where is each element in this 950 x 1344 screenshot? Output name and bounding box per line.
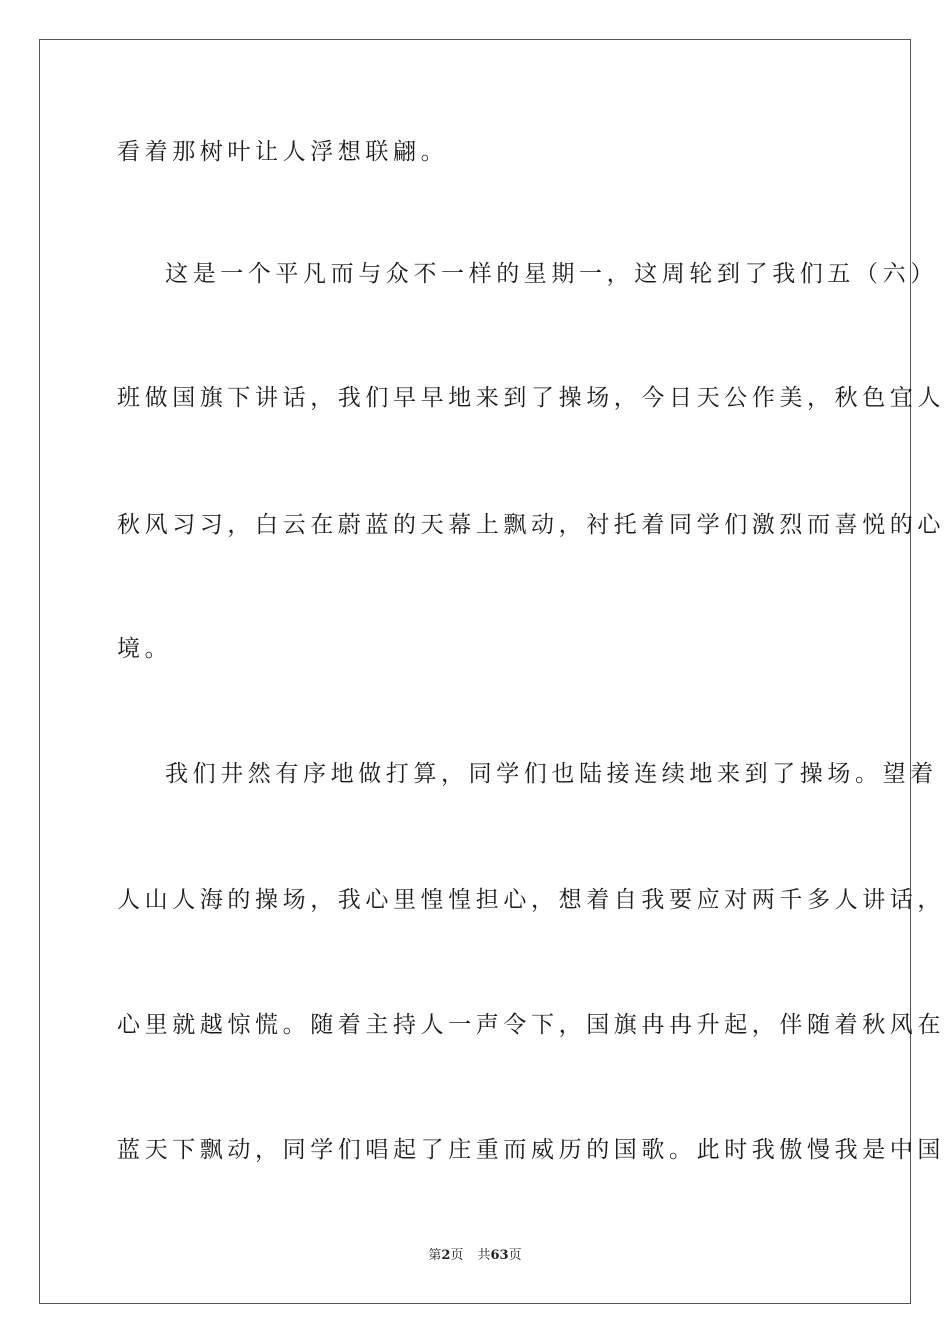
paragraph-line-3: 班做国旗下讲话，我们早早地来到了操场，今日天公作美，秋色宜人	[117, 385, 945, 411]
paragraph-line-6: 我们井然有序地做打算，同学们也陆接连续地来到了操场。望着	[165, 761, 938, 787]
total-suffix: 页	[508, 1248, 522, 1263]
paragraph-line-5: 境。	[117, 636, 173, 662]
page-footer	[0, 1247, 950, 1265]
paragraph-line-7: 人山人海的操场，我心里惶惶担心，想着自我要应对两千多人讲话，	[117, 887, 945, 913]
total-prefix: 共	[477, 1248, 491, 1263]
paragraph-line-9: 蓝天下飘动，同学们唱起了庄重而威历的国歌。此时我傲慢我是中国	[117, 1137, 945, 1163]
page-prefix: 第	[428, 1248, 442, 1263]
paragraph-line-8: 心里就越惊慌。随着主持人一声令下，国旗冉冉升起，伴随着秋风在	[117, 1012, 945, 1038]
page-number: 2	[441, 1248, 451, 1263]
paragraph-line-1: 看着那树叶让人浮想联翩。	[117, 139, 449, 165]
paragraph-line-4: 秋风习习，白云在蔚蓝的天幕上飘动，衬托着同学们激烈而喜悦的心	[117, 512, 945, 538]
page-suffix: 页	[450, 1248, 464, 1263]
page-border	[39, 39, 911, 1304]
total-pages: 63	[490, 1248, 509, 1263]
paragraph-line-2: 这是一个平凡而与众不一样的星期一，这周轮到了我们五（六）	[165, 261, 938, 287]
